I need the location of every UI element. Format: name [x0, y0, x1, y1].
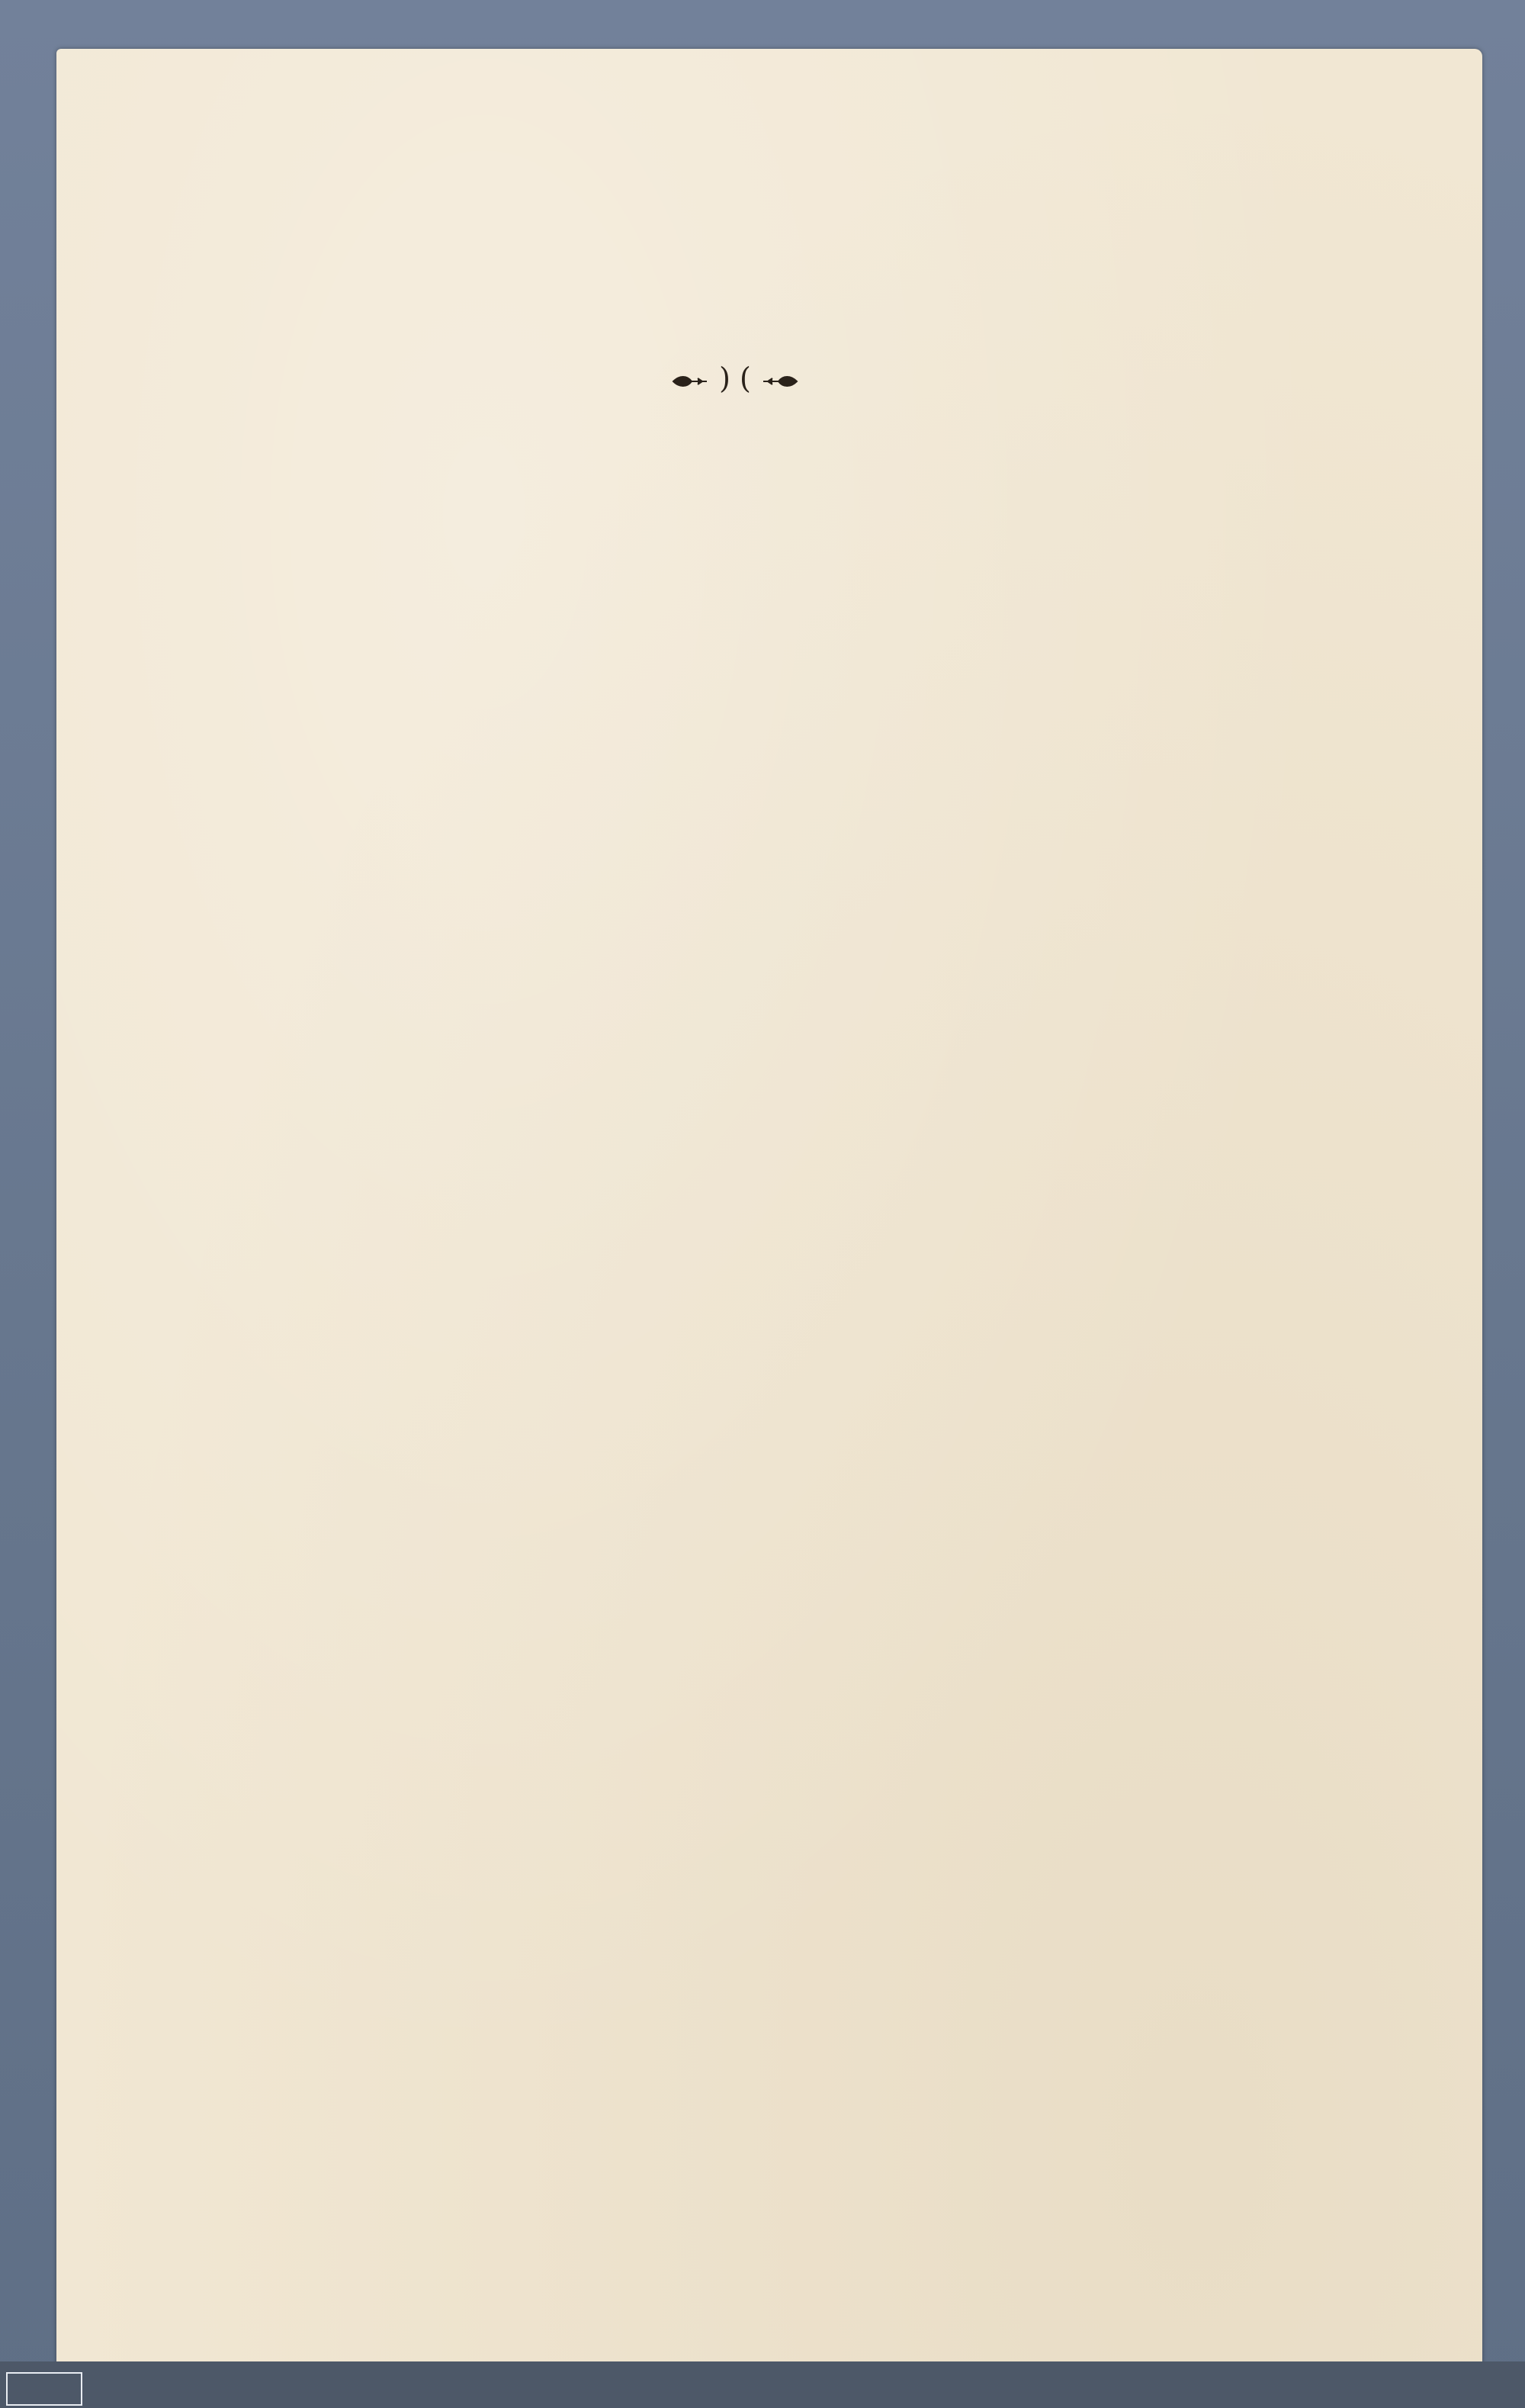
left-leaf-ornament-icon — [672, 374, 710, 389]
page-header — [56, 362, 1414, 395]
page-number-bracket-open: ) — [719, 362, 740, 395]
ub-logo — [6, 2372, 82, 2406]
decorative-border-band-icon — [290, 421, 1139, 462]
page-number-bracket-close: ( — [740, 362, 751, 395]
catchword-line — [274, 1986, 1144, 2047]
library-footer-bar — [0, 2361, 1525, 2408]
right-leaf-ornament-icon — [760, 374, 798, 389]
paper-sheet — [56, 49, 1482, 2375]
